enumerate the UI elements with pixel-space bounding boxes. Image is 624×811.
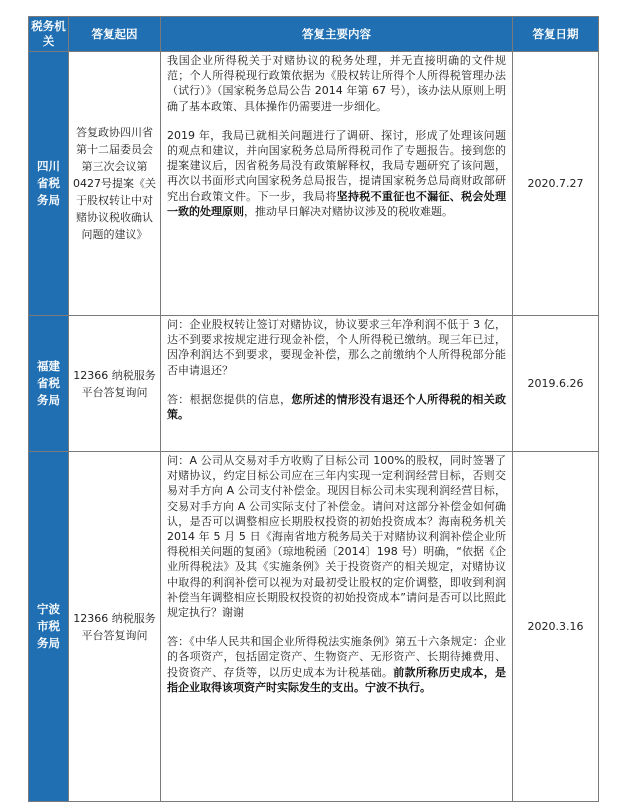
date-cell: 2020.3.16	[513, 452, 599, 802]
header-date: 答复日期	[513, 17, 599, 52]
table-row	[29, 452, 599, 802]
answer-text: 答：《中华人民共和国企业所得税法实施条例》第五十六条规定：企业的各项资产，包括固定资产、生物资产、无形资产、长期待摊费用、投资资产、存货等，以历史成本为计税基础。前款所称历史成本，是指企业取得该项资产时实际发生的支出。宁波不执行。	[167, 635, 507, 694]
question-text: 问：企业股权转让签订对赌协议，协议要求三年净利润不低于 3 亿，达不到要求按规定进行现金补偿，个人所得税已缴纳。现三年已过，因净利润达不到要求，要现金补偿，那么之前缴纳个人所得税部分能否申请退还？	[167, 318, 506, 377]
agency-cell: 宁波市税务局	[29, 452, 69, 802]
origin-cell: 12366 纳税服务平台答复询问	[69, 316, 161, 452]
content-cell	[161, 452, 513, 802]
header-agency: 税务机关	[29, 17, 69, 52]
answer-text: 答：根据您提供的信息，您所述的情形没有退还个人所得税的相关政策。	[167, 392, 507, 422]
emphasis-text: 前款所称历史成本，是指企业取得该项资产时实际发生的支出。宁波不执行。	[167, 665, 507, 694]
content-cell	[161, 316, 513, 452]
content-paragraph: 我国企业所得税关于对赌协议的税务处理，并无直接明确的文件规范；个人所得税现行政策依据为《股权转让所得个人所得税管理办法（试行）》（国家税务总局公告 2014 年第 67 号），该办法从原则上明确了基本政策、具体操作仍需要进一步细化。	[167, 54, 506, 113]
table-header-row	[29, 17, 599, 52]
table-row	[29, 316, 599, 452]
content-cell	[161, 52, 513, 316]
tax-ruling-table	[28, 16, 599, 802]
content-paragraph: 2019 年，我局已就相关问题进行了调研、探讨，形成了处理该问题的观点和建议，并向国家税务总局所得税司作了专题报告。接到您的提案建议后，因省税务局没有政策解释权，我局专题研究了该问题，再次以书面形式向国家税务总局报告，提请国家税务总局商财政部研究出台政策文件。下一步，我局将坚持税不重征也不漏征、税会处理一致的处理原则，推动早日解决对赌协议涉及的税收难题。	[167, 128, 507, 218]
date-cell: 2020.7.27	[513, 52, 599, 316]
agency-cell: 福建省税务局	[29, 316, 69, 452]
question-text: 问：A 公司从交易对手方收购了目标公司 100%的股权，同时签署了对赌协议，约定目标公司应在三年内实现一定利润经营目标，否则交易对手方向 A 公司支付补偿金。现因目标公司未实现利润经营目标，交易对手方向 A 公司实际支付了补偿金。请问对这部分补偿金如何确认，是否可以调整相应长期股权投资的初始投资成本？海南税务机关 2014 年 5 月 5 日《海南省地方税务局关于对赌协议利润补偿企业所得税相关问题的复函》（琼地税函〔2014〕198 号）明确，“依据《企业所得税法》及其《实施条例》关于投资资产的相关规定，对赌协议中取得的利润补偿可以视为对最初受让股权的定价调整，即收到利润补偿当年调整相应长期股权投资的初始投资成本”请问是否可以比照此规定执行？谢谢	[167, 454, 506, 620]
emphasis-text: 坚持税不重征也不漏征、税会处理一致的处理原则	[167, 189, 507, 218]
origin-cell: 12366 纳税服务平台答复询问	[69, 452, 161, 802]
origin-cell: 答复政协四川省第十二届委员会第三次会议第0427号提案《关于股权转让中对赌协议税收确认问题的建议》	[69, 52, 161, 316]
date-cell: 2019.6.26	[513, 316, 599, 452]
header-origin: 答复起因	[69, 17, 161, 52]
emphasis-text: 您所述的情形没有退还个人所得税的相关政策。	[167, 392, 507, 422]
table-row	[29, 52, 599, 316]
header-content: 答复主要内容	[161, 17, 513, 52]
agency-cell: 四川省税务局	[29, 52, 69, 316]
